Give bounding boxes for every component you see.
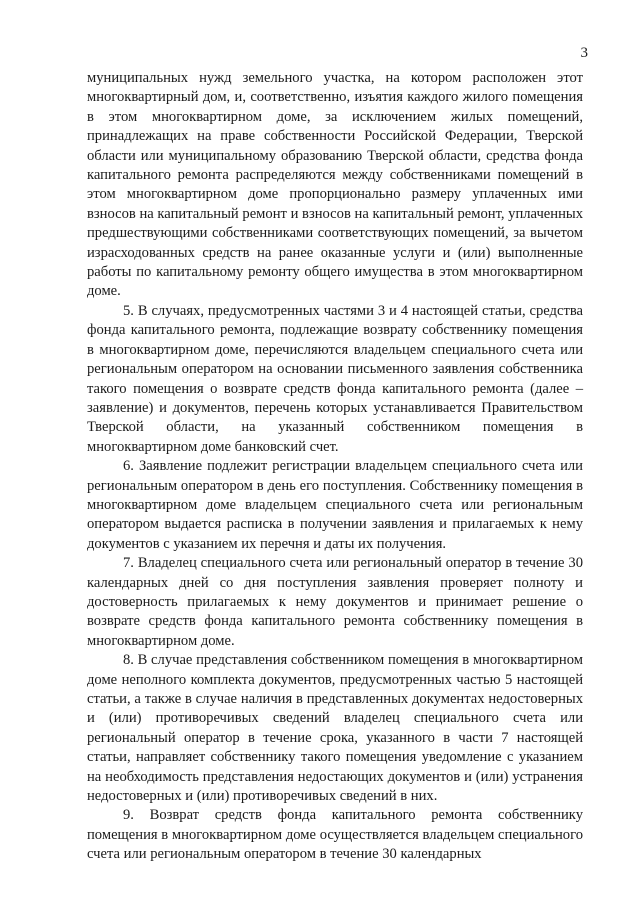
- paragraph-9: 9. Возврат средств фонда капитального ремонта собственнику помещения в многоквартирном доме осуществляется владельцем специального счета или региональным оператором в течение 30 календарных: [87, 807, 583, 863]
- paragraph-7: 7. Владелец специального счета или региональный оператор в течение 30 календарных дней со дня поступления заявления проверяет полноту и достоверность прилагаемых к нему документов и принимает решение о возврате средств фонда капитального ремонта собственнику помещения в многоквартирном доме.: [87, 555, 583, 649]
- page-number: 3: [580, 45, 588, 61]
- paragraph-8: 8. В случае представления собственником помещения в многоквартирном доме неполного комплекта документов, предусмотренных частью 5 настоящей статьи, а также в случае наличия в представленных документах недостоверных и (или) противоречивых сведений владелец специального счета или региональный оператор в течение срока, указанного в части 7 настоящей статьи, направляет собственнику такого помещения уведомление с указанием на необходимость представления недостающих документов и (или) устранения недостоверных и (или) противоречивых сведений в них.: [87, 652, 583, 805]
- document-body: [87, 69, 583, 865]
- paragraph-continued: муниципальных нужд земельного участка, на котором расположен этот многоквартирный дом, и, соответственно, изъятия каждого жилого помещения в этом многоквартирном доме, за исключением жилых помещений, принадлежащих на праве собственности Российской Федерации, Тверской области или муниципальному образованию Тверской области, средства фонда капитального ремонта распределяются между собственниками помещений в этом многоквартирном доме пропорционально размеру уплаченных ими взносов на капитальный ремонт и взносов на капитальный ремонт, уплаченных предшествующими собственниками соответствующих помещений, за вычетом израсходованных средств на ранее оказанные услуги и (или) выполненные работы по капитальному ремонту общего имущества в этом многоквартирном доме.: [87, 70, 583, 300]
- paragraph-5: 5. В случаях, предусмотренных частями 3 и 4 настоящей статьи, средства фонда капитального ремонта, подлежащие возврату собственнику помещения в многоквартирном доме, перечисляются владельцем специального счета или региональным оператором на основании письменного заявления собственника такого помещения о возврате средств фонда капитального ремонта (далее – заявление) и документов, перечень которых устанавливается Правительством Тверской области, на указанный собственником помещения в многоквартирном доме банковский счет.: [87, 302, 583, 455]
- paragraph-6: 6. Заявление подлежит регистрации владельцем специального счета или региональным оператором в день его поступления. Собственнику помещения в многоквартирном доме владельцем специального счета или региональным оператором выдается расписка в получении заявления и прилагаемых к нему документов с указанием их перечня и даты их получения.: [87, 458, 583, 552]
